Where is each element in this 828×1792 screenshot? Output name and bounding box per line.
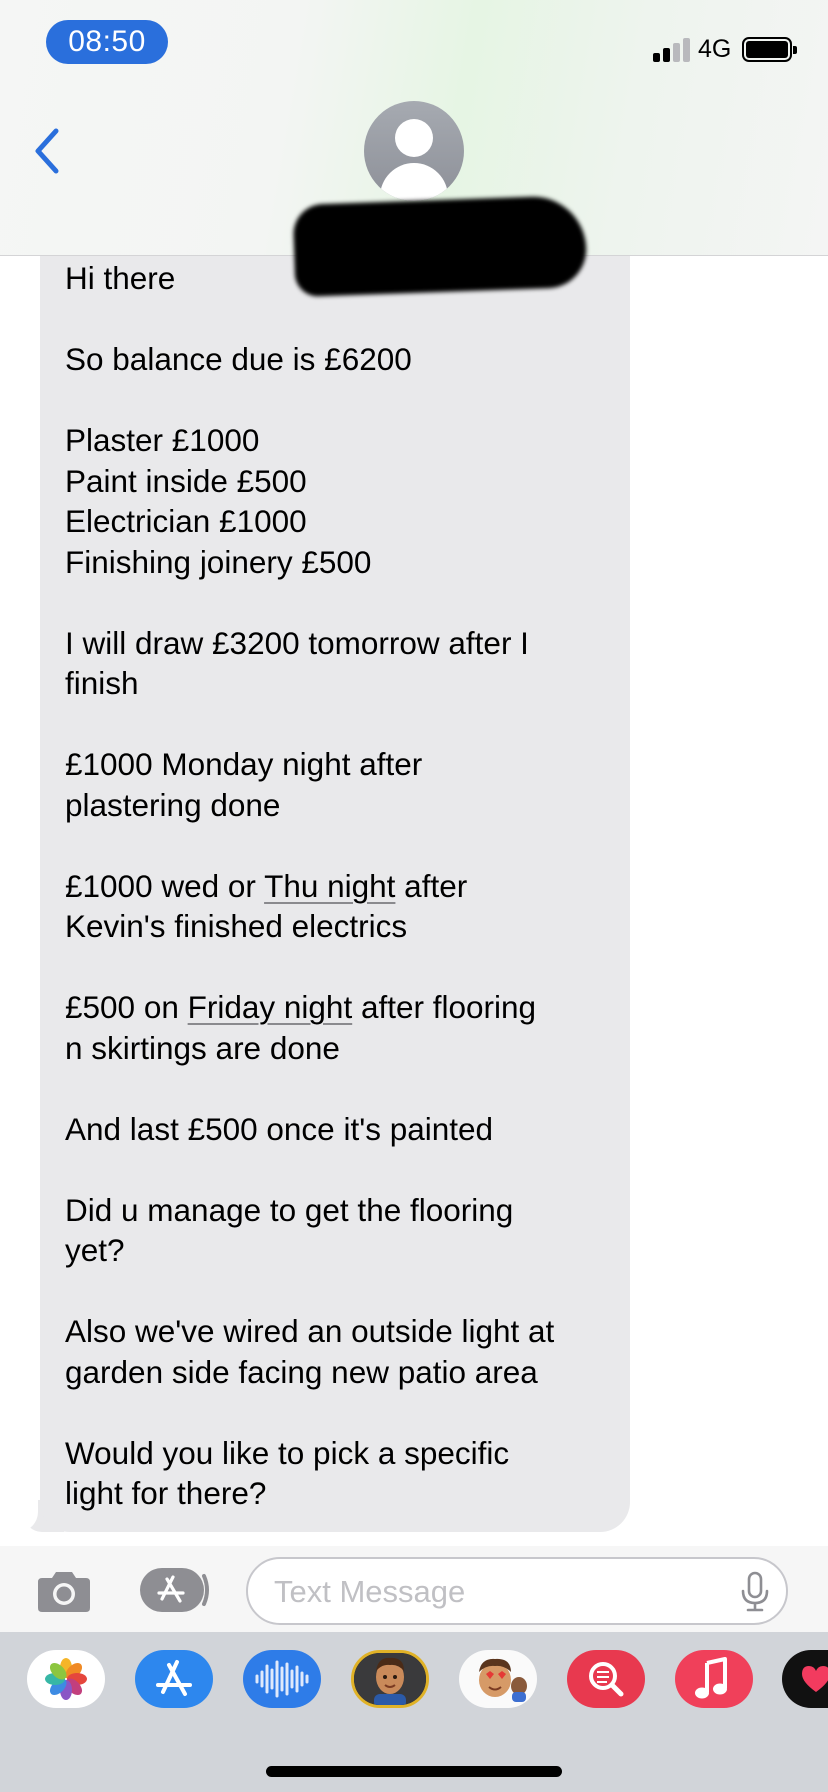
message-text-segment: after [395, 867, 468, 904]
photos-icon [27, 1650, 105, 1708]
compose-bar [0, 1546, 828, 1632]
message-text-segment: £500 on [65, 989, 188, 1025]
message-paragraph [65, 1311, 608, 1392]
message-input-field[interactable] [246, 1557, 788, 1625]
memoji-stickers-icon [459, 1650, 537, 1708]
app-store-icon [138, 1567, 212, 1613]
network-type: 4G [698, 35, 732, 63]
message-line: And last £500 once it's painted [65, 1110, 494, 1147]
message-paragraph [65, 420, 608, 582]
back-button[interactable] [28, 126, 68, 176]
message-text-segment: £1000 wed or [65, 867, 265, 904]
camera-button[interactable] [34, 1568, 94, 1616]
date-detected-link[interactable]: Thu night [264, 867, 396, 904]
message-line: Electrician £1000 [65, 503, 307, 539]
app-store-app-button[interactable] [135, 1650, 213, 1708]
message-line: garden side facing new patio area [65, 1353, 538, 1390]
message-paragraph [65, 339, 608, 380]
message-line: £1000 Monday night after [65, 746, 423, 782]
contact-avatar[interactable] [364, 101, 464, 201]
message-line: Hi there [65, 260, 176, 296]
message-line: Kevin's finished electrics [65, 908, 408, 944]
music-button[interactable] [675, 1650, 753, 1708]
message-line: n skirtings are done [65, 1029, 340, 1066]
heart-icon [782, 1650, 828, 1708]
message-paragraph [65, 866, 608, 947]
cellular-signal-icon [653, 38, 691, 62]
message-paragraph [65, 1109, 608, 1150]
app-store-button[interactable] [138, 1567, 212, 1613]
message-line: Would you like to pick a specific [65, 1434, 510, 1471]
message-paragraph [65, 1433, 608, 1514]
redaction-scribble [292, 195, 587, 297]
home-indicator [266, 1766, 562, 1777]
images-search-button[interactable] [567, 1650, 645, 1708]
waveform-icon [243, 1650, 321, 1708]
memoji-icon [354, 1653, 426, 1705]
status-time: 08:50 [46, 20, 168, 64]
message-line: I will draw £3200 tomorrow after I [65, 624, 529, 661]
imessage-app-drawer [0, 1632, 828, 1792]
message-paragraph [65, 744, 608, 825]
message-paragraph [65, 1190, 608, 1271]
digital-touch-button[interactable] [782, 1650, 828, 1708]
app-store-icon [135, 1650, 213, 1708]
message-text-segment: after flooring [352, 989, 537, 1025]
date-detected-link[interactable]: Friday night [187, 989, 353, 1025]
message-line: finish [65, 665, 139, 701]
message-line: Finishing joinery £500 [65, 543, 372, 580]
camera-icon [34, 1568, 94, 1616]
audio-message-button[interactable] [243, 1650, 321, 1708]
microphone-icon [738, 1571, 772, 1613]
message-text [65, 258, 608, 1514]
message-paragraph [65, 623, 608, 704]
memoji-stickers-button[interactable] [459, 1650, 537, 1708]
message-input[interactable] [274, 1567, 714, 1617]
message-line: light for there? [65, 1475, 267, 1511]
photos-app-button[interactable] [27, 1650, 105, 1708]
message-line: So balance due is £6200 [65, 341, 412, 377]
message-line: Paint inside £500 [65, 462, 307, 499]
message-line: Also we've wired an outside light at [65, 1313, 555, 1349]
music-note-icon [675, 1650, 753, 1708]
conversation-header [0, 0, 828, 256]
image-search-icon [567, 1650, 645, 1708]
message-line: Did u manage to get the flooring [65, 1191, 514, 1228]
dictation-button[interactable] [738, 1571, 772, 1613]
message-line: plastering done [65, 786, 281, 823]
message-thread[interactable] [0, 256, 828, 1546]
chevron-left-icon [28, 126, 68, 176]
battery-icon [742, 37, 792, 62]
memoji-button[interactable] [351, 1650, 429, 1708]
person-icon [395, 119, 433, 157]
message-line: Plaster £1000 [65, 422, 260, 458]
message-paragraph [65, 987, 608, 1068]
incoming-message-bubble[interactable] [40, 246, 630, 1532]
message-line: yet? [65, 1232, 125, 1268]
